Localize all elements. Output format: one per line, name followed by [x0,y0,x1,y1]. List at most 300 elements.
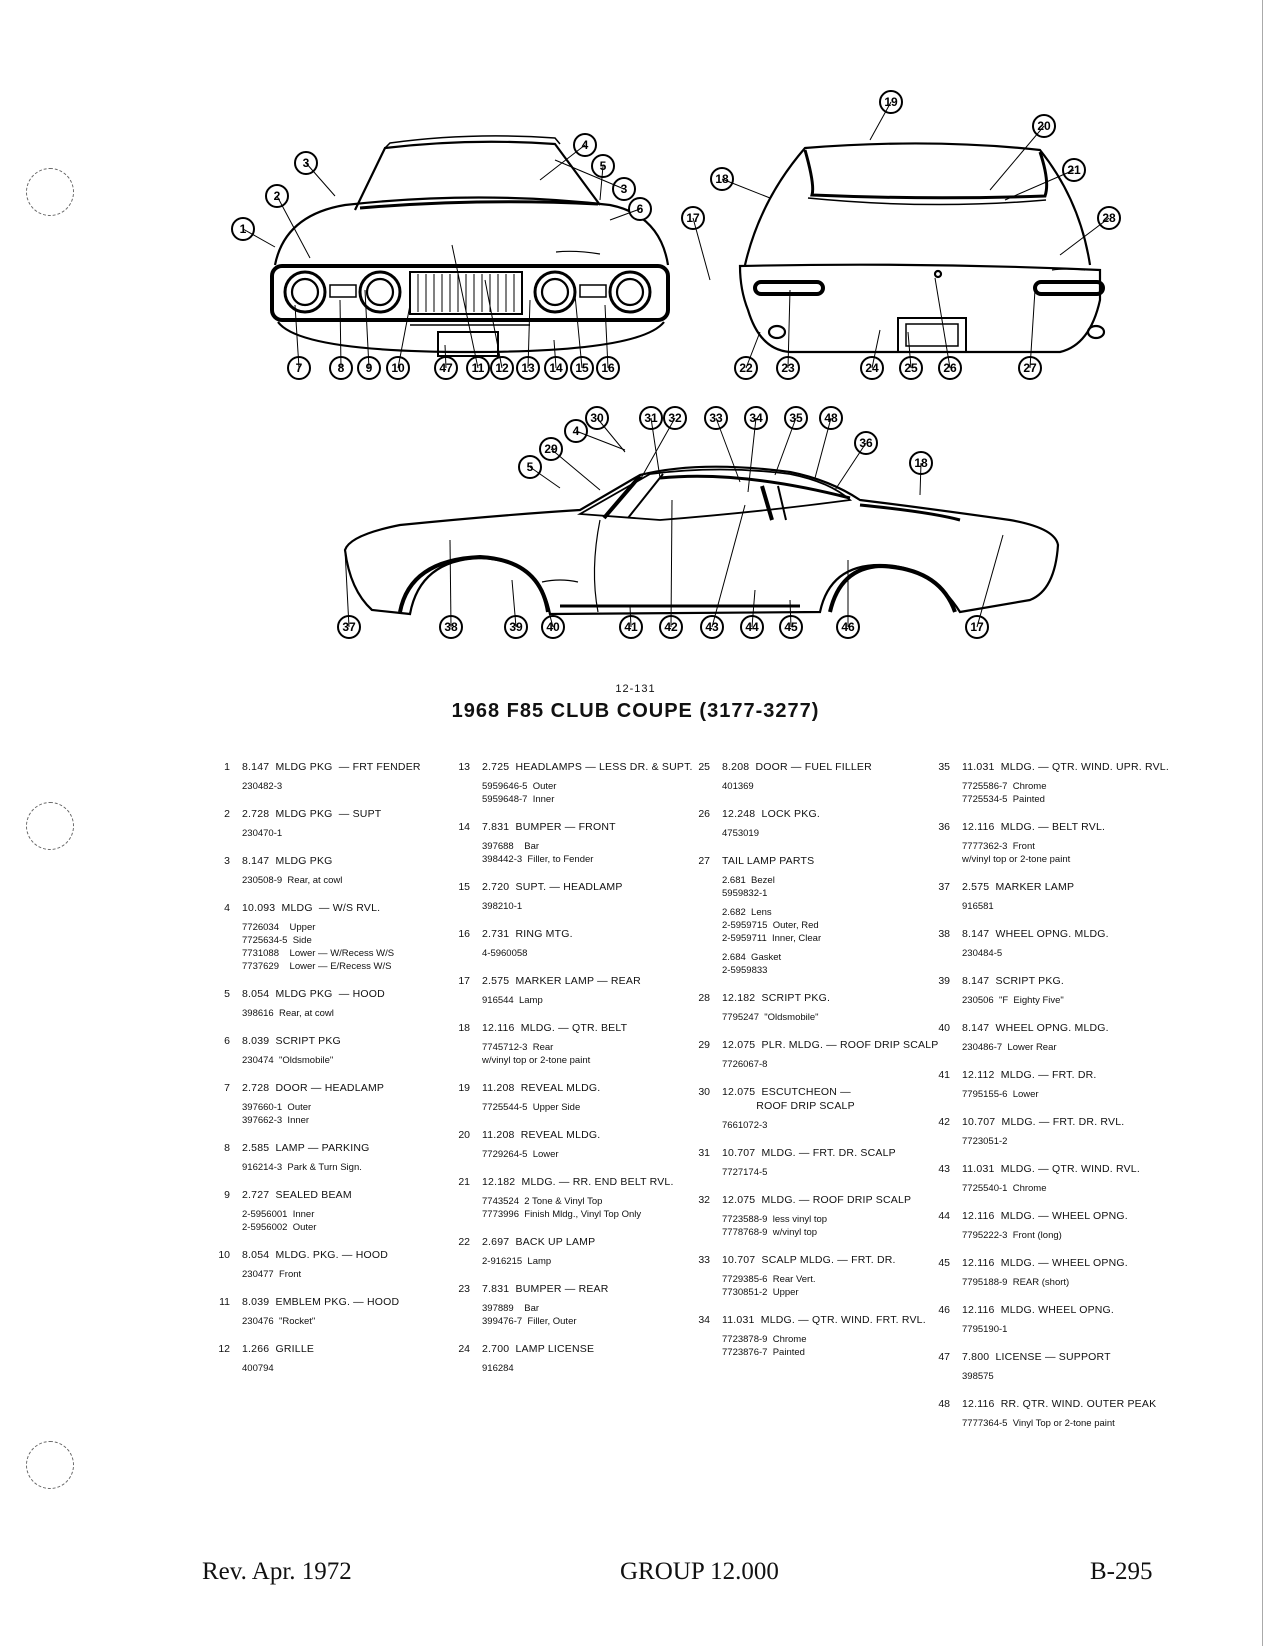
callout-label: 18 [914,456,928,470]
entry-part-numbers [482,780,700,806]
parts-entry [930,1256,1200,1289]
callout-label: 4 [572,424,580,438]
callout-label: 47 [439,361,453,375]
entry-part-numbers [482,1195,700,1221]
entry-number: 34 [698,1314,710,1326]
leader-line [597,418,625,452]
entry-title: 12.116 RR. QTR. WIND. OUTER PEAK [962,1398,1157,1410]
entry-part-numbers [962,1276,1200,1289]
parts-entry [450,1282,700,1328]
leader-line [277,196,310,258]
entry-title: 11.031 MLDG. — QTR. WIND. RVL. [962,1163,1140,1175]
entry-part-numbers [482,994,700,1007]
parts-entry [210,1081,460,1127]
part-line: 7795188-9 REAR (short) [962,1277,1070,1288]
callout-label: 32 [668,411,682,425]
entry-title: 2.575 MARKER LAMP [962,881,1075,893]
parts-entry [450,1175,700,1221]
part-line: 230474 "Oldsmobile" [242,1055,334,1066]
parts-entry [930,880,1200,913]
callout-label: 40 [546,620,560,634]
callout-label: 37 [342,620,356,634]
callout-label: 17 [970,620,984,634]
part-line: 7729264-5 Lower [482,1149,559,1160]
entry-number: 40 [938,1022,950,1034]
rear-view [740,143,1104,352]
leader-line [551,449,600,490]
entry-number: 26 [698,808,710,820]
entry-part-numbers [242,1315,460,1328]
part-line: 7723878-9 Chrome [722,1334,807,1345]
parts-entry [210,760,460,793]
part-line: 7726034 Upper [242,922,316,933]
callout-label: 18 [715,172,729,186]
callout-label: 33 [709,411,723,425]
part-line: 7723051-2 [962,1136,1008,1147]
entry-title: 7.800 LICENSE — SUPPORT [962,1351,1111,1363]
parts-entry [930,974,1200,1007]
entry-title: 2.728 MLDG PKG — SUPT [242,808,382,820]
entry-title: 8.147 WHEEL OPNG. MLDG. [962,928,1109,940]
part-line: 7745712-3 Rear [482,1042,554,1053]
entry-title: 10.707 SCALP MLDG. — FRT. DR. [722,1254,896,1266]
parts-entry [930,1397,1200,1430]
parts-entry [690,1038,940,1071]
callout-label: 3 [302,156,310,170]
entry-title: 12.075 ESCUTCHEON — ROOF DRIP SCALP [722,1086,855,1112]
entry-number: 1 [224,761,230,773]
entry-title: 2.575 MARKER LAMP — REAR [482,975,641,987]
entry-part-numbers [722,1166,940,1179]
callout-label: 45 [784,620,798,634]
callout-label: 20 [1037,119,1051,133]
parts-entry [690,1146,940,1179]
part-line: 2-5959833 [722,965,768,976]
entry-part-numbers [722,827,940,840]
part-line: 7729385-6 Rear Vert. [722,1274,816,1285]
entry-title: 2.731 RING MTG. [482,928,573,940]
part-line: 230506 "F Eighty Five" [962,995,1064,1006]
entry-part-numbers [242,921,460,973]
callout-label: 43 [705,620,719,634]
callout-label: 30 [590,411,604,425]
entry-title: 8.054 MLDG PKG — HOOD [242,988,385,1000]
part-line: 398442-3 Filler, to Fender [482,854,594,865]
callout-label: 22 [739,361,753,375]
footer-group: GROUP 12.000 [620,1558,779,1585]
callout-label: 16 [601,361,615,375]
entry-title: 8.147 MLDG PKG — FRT FENDER [242,761,421,773]
callout-label: 21 [1067,163,1081,177]
leader-line [935,278,950,368]
entry-title: 12.075 MLDG. — ROOF DRIP SCALP [722,1194,912,1206]
leader-line [990,126,1044,190]
part-line: 7737629 Lower — E/Recess W/S [242,961,392,972]
part-line: 5959646-5 Outer [482,781,557,792]
entry-title: 2.697 BACK UP LAMP [482,1236,596,1248]
parts-entry [690,760,940,793]
part-line: 2-5956001 Inner [242,1209,315,1220]
entry-number: 5 [224,988,230,1000]
entry-title: 8.147 SCRIPT PKG. [962,975,1065,987]
entry-part-numbers [242,780,460,793]
callout-label: 5 [599,159,607,173]
callout-label: 7 [295,361,303,375]
entry-number: 10 [218,1249,230,1261]
callout-label: 44 [745,620,759,634]
part-line: 916214-3 Park & Turn Sign. [242,1162,362,1173]
parts-column-3 [690,760,940,1373]
callout-label: 2 [273,189,281,203]
callout-label: 42 [664,620,678,634]
entry-title: 12.075 PLR. MLDG. — ROOF DRIP SCALP [722,1039,939,1051]
part-line: 7795222-3 Front (long) [962,1230,1062,1241]
callout-label: 31 [644,411,658,425]
entry-title: 8.147 MLDG PKG [242,855,333,867]
entry-part-numbers [722,1011,940,1024]
entry-part-numbers [962,947,1200,960]
entry-title: 11.031 MLDG. — QTR. WIND. FRT. RVL. [722,1314,926,1326]
part-line: 7725540-1 Chrome [962,1183,1047,1194]
part-line: 4753019 [722,828,759,839]
part-line: w/vinyl top or 2-tone paint [962,854,1071,865]
leader-line [712,505,745,627]
entry-title: 10.707 MLDG. — FRT. DR. RVL. [962,1116,1125,1128]
parts-entry [210,987,460,1020]
parts-entry [210,1188,460,1234]
entry-number: 3 [224,855,230,867]
part-line: w/vinyl top or 2-tone paint [482,1055,591,1066]
entry-number: 36 [938,821,950,833]
part-line: 230484-5 [962,948,1003,959]
callout-label: 4 [581,138,589,152]
leader-line [775,418,796,475]
part-line: 7795247 "Oldsmobile" [722,1012,819,1023]
parts-entry [930,1162,1200,1195]
parts-entry [930,1068,1200,1101]
entry-number: 6 [224,1035,230,1047]
entry-number: 28 [698,992,710,1004]
parts-entry [450,974,700,1007]
callout-label: 24 [865,361,879,375]
entry-number: 43 [938,1163,950,1175]
part-line: 7795190-1 [962,1324,1008,1335]
entry-part-numbers [722,1213,940,1239]
callout-label: 10 [391,361,405,375]
parts-entry [210,1248,460,1281]
entry-number: 24 [458,1343,470,1355]
entry-part-numbers [242,1054,460,1067]
callout-label: 28 [1102,211,1116,225]
parts-entry [930,760,1200,806]
entry-part-numbers [962,1041,1200,1054]
entry-title: 11.208 REVEAL MLDG. [482,1129,601,1141]
entry-number: 7 [224,1082,230,1094]
part-line: 401369 [722,781,754,792]
entry-part-numbers [482,947,700,960]
part-line: 230482-3 [242,781,283,792]
entry-number: 4 [224,902,230,914]
entry-title: 2.727 SEALED BEAM [242,1189,352,1201]
entry-part-numbers [482,900,700,913]
figure-number: 12-131 [615,683,656,695]
entry-part-numbers [722,780,940,793]
parts-entry [450,820,700,866]
entry-part-numbers [482,1101,700,1114]
entry-part-numbers [242,1268,460,1281]
entry-number: 38 [938,928,950,940]
entry-number: 16 [458,928,470,940]
parts-entry [450,1235,700,1268]
entry-part-numbers [722,1058,940,1071]
part-line: 4-5960058 [482,948,528,959]
parts-diagram [0,0,1271,740]
callout-label: 8 [337,361,345,375]
entry-title: 10.707 MLDG. — FRT. DR. SCALP [722,1147,896,1159]
parts-entry [930,1021,1200,1054]
part-line: 230486-7 Lower Rear [962,1042,1057,1053]
parts-entry [690,1313,940,1359]
leader-line [306,163,335,196]
part-line: 2.682 Lens [722,907,772,918]
callout-label: 26 [943,361,957,375]
entry-title: 8.147 WHEEL OPNG. MLDG. [962,1022,1109,1034]
callout-label: 41 [624,620,638,634]
entry-part-numbers [242,1161,460,1174]
entry-number: 11 [219,1296,230,1308]
callout-label: 48 [824,411,838,425]
part-line: 7723876-7 Painted [722,1347,805,1358]
part-line: 7777362-3 Front [962,841,1035,852]
entry-title: 7.831 BUMPER — REAR [482,1283,609,1295]
part-line: 7731088 Lower — W/Recess W/S [242,948,395,959]
parts-entry [690,1085,940,1132]
entry-number: 37 [938,881,950,893]
binder-hole [26,802,74,850]
entry-number: 46 [938,1304,950,1316]
entry-number: 48 [938,1398,950,1410]
parts-entry [690,1253,940,1299]
entry-number: 31 [698,1147,710,1159]
entry-number: 18 [458,1022,470,1034]
leader-line [576,431,625,450]
part-line: 398575 [962,1371,994,1382]
parts-entry [450,1081,700,1114]
entry-number: 17 [458,975,470,987]
part-line: 7726067-8 [722,1059,768,1070]
footer-revision: Rev. Apr. 1972 [202,1558,352,1585]
entry-title: 12.116 MLDG. — WHEEL OPNG. [962,1257,1128,1269]
entry-part-numbers [962,1370,1200,1383]
entry-title: 12.182 MLDG. — RR. END BELT RVL. [482,1176,674,1188]
part-line: 230476 "Rocket" [242,1316,316,1327]
entry-title: 1.266 GRILLE [242,1343,315,1355]
part-line: 230470-1 [242,828,283,839]
leader-line [815,418,831,478]
entry-number: 19 [458,1082,470,1094]
entry-part-numbers [242,1007,460,1020]
entry-title: 10.093 MLDG — W/S RVL. [242,902,381,914]
entry-part-numbers [242,1101,460,1127]
binder-hole [26,1441,74,1489]
parts-entry [690,991,940,1024]
parts-entry [210,807,460,840]
entry-part-numbers [482,1362,700,1375]
entry-title: 12.116 MLDG. — WHEEL OPNG. [962,1210,1128,1222]
entry-part-numbers [242,1208,460,1234]
part-line: 7725586-7 Chrome [962,781,1047,792]
entry-number: 27 [698,855,710,867]
entry-part-numbers [962,1229,1200,1242]
entry-number: 15 [458,881,470,893]
callout-label: 9 [365,361,373,375]
parts-entry [210,854,460,887]
entry-number: 22 [458,1236,470,1248]
parts-entry [210,901,460,973]
parts-entry [450,927,700,960]
entry-title: 8.039 EMBLEM PKG. — HOOD [242,1296,400,1308]
leader-line [977,535,1003,627]
parts-entry [450,1128,700,1161]
entry-title: 12.182 SCRIPT PKG. [722,992,831,1004]
part-line: 2-5959715 Outer, Red [722,920,819,931]
entry-title: 12.116 MLDG. WHEEL OPNG. [962,1304,1115,1316]
entry-part-numbers [962,1088,1200,1101]
entry-part-numbers [242,1362,460,1375]
entry-title: 7.831 BUMPER — FRONT [482,821,616,833]
footer-page-number: B-295 [1090,1558,1153,1585]
entry-number: 29 [698,1039,710,1051]
entry-number: 44 [938,1210,950,1222]
leader-line [835,443,866,490]
entry-part-numbers [482,1041,700,1067]
part-line: 916284 [482,1363,514,1374]
callout-label: 46 [841,620,855,634]
entry-part-numbers [962,1135,1200,1148]
entry-number: 14 [458,821,470,833]
entry-number: 42 [938,1116,950,1128]
entry-part-numbers [722,1333,940,1359]
entry-title: 2.720 SUPT. — HEADLAMP [482,881,623,893]
part-line: 7725634-5 Side [242,935,312,946]
entry-title: 8.054 MLDG. PKG. — HOOD [242,1249,389,1261]
entry-part-numbers [482,1255,700,1268]
entry-part-numbers [242,827,460,840]
part-line: 7725534-5 Painted [962,794,1045,805]
part-line: 230508-9 Rear, at cowl [242,875,343,886]
part-line: 397889 Bar [482,1303,540,1314]
parts-entry [930,1115,1200,1148]
part-line: 2-5956002 Outer [242,1222,317,1233]
part-line: 397660-1 Outer [242,1102,312,1113]
entry-number: 47 [938,1351,950,1363]
part-line: 398616 Rear, at cowl [242,1008,334,1019]
callout-markers [232,91,1120,638]
entry-number: 25 [698,761,710,773]
entry-title: 2.725 HEADLAMPS — LESS DR. & SUPT. [482,761,693,773]
part-line: 916581 [962,901,994,912]
parts-entry [450,760,700,806]
part-line: 397662-3 Inner [242,1115,310,1126]
callout-label: 14 [549,361,563,375]
entry-part-numbers [722,1273,940,1299]
part-line: 7743524 2 Tone & Vinyl Top [482,1196,603,1207]
callout-label: 36 [859,436,873,450]
parts-entry [690,1193,940,1239]
callout-label: 38 [444,620,458,634]
callout-label: 34 [749,411,763,425]
parts-entry [210,1342,460,1375]
part-line: 2-916215 Lamp [482,1256,552,1267]
callout-label: 5 [526,460,534,474]
parts-entry [210,1034,460,1067]
callout-label: 27 [1023,361,1037,375]
parts-entry [690,807,940,840]
callout-label: 6 [636,202,644,216]
entry-number: 2 [224,808,230,820]
callout-label: 19 [884,95,898,109]
callout-label: 15 [575,361,589,375]
callout-label: 11 [471,361,485,375]
leader-line [485,280,502,368]
leader-line [450,540,451,627]
part-line: 5959832-1 [722,888,768,899]
entry-part-numbers [962,900,1200,913]
callout-label: 12 [495,361,509,375]
entry-part-numbers [482,1148,700,1161]
part-line: 7661072-3 [722,1120,768,1131]
entry-number: 39 [938,975,950,987]
entry-part-numbers [962,780,1200,806]
entry-title: 2.585 LAMP — PARKING [242,1142,370,1154]
entry-part-numbers [962,1323,1200,1336]
entry-part-numbers [962,1182,1200,1195]
parts-column-2 [450,760,700,1389]
part-line: 7730851-2 Upper [722,1287,799,1298]
parts-entry [210,1295,460,1328]
callout-label: 17 [686,211,700,225]
part-line: 2.684 Gasket [722,952,782,963]
callout-label: 29 [544,442,558,456]
figure-title: 1968 F85 CLUB COUPE (3177-3277) [451,700,820,722]
part-line: 397688 Bar [482,841,540,852]
entry-number: 12 [218,1343,230,1355]
parts-entry [450,1021,700,1067]
part-line: 916544 Lamp [482,995,543,1006]
entry-part-numbers [482,840,700,866]
part-line: 2.681 Bezel [722,875,775,886]
callout-label: 23 [781,361,795,375]
entry-part-numbers [962,1417,1200,1430]
leader-line [1060,218,1109,255]
leader-line [693,218,710,280]
entry-number: 9 [224,1189,230,1201]
part-line: 7727174-5 [722,1167,768,1178]
entry-title: TAIL LAMP PARTS [722,855,815,867]
part-line: 5959648-7 Inner [482,794,555,805]
entry-title: 12.248 LOCK PKG. [722,808,820,820]
entry-part-numbers [722,874,940,977]
part-line: 398210-1 [482,901,523,912]
parts-entry [930,1209,1200,1242]
parts-entry [690,854,940,977]
parts-entry [450,1342,700,1375]
side-view [345,467,1058,614]
part-line: 7723588-9 less vinyl top [722,1214,828,1225]
entry-part-numbers [962,840,1200,866]
entry-title: 11.031 MLDG. — QTR. WIND. UPR. RVL. [962,761,1169,773]
part-line: 7778768-9 w/vinyl top [722,1227,818,1238]
